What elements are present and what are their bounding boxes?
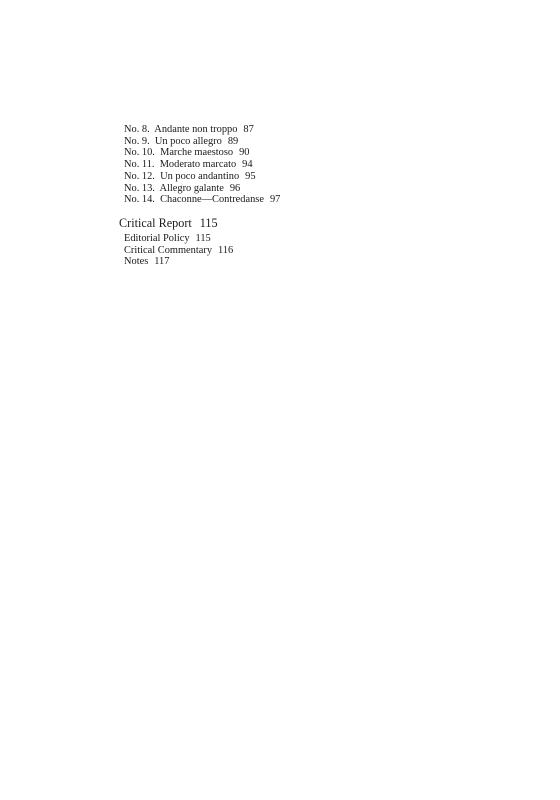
entry-page: 96 — [229, 182, 241, 194]
toc-entry — [124, 183, 280, 195]
entry-title: No. 14. Chaconne—Contredanse — [124, 194, 264, 206]
entry-page: 116 — [218, 244, 234, 256]
section-title: Critical Report — [119, 216, 192, 230]
toc-entry — [124, 245, 233, 257]
entry-title: No. 13. Allegro galante — [124, 182, 224, 194]
toc-entry — [124, 256, 233, 268]
toc-entry — [124, 147, 280, 159]
entry-title: No. 8. Andante non troppo — [124, 124, 238, 135]
entry-title: Critical Commentary — [124, 244, 213, 256]
entry-page: 87 — [243, 124, 254, 135]
entry-title: Editorial Policy — [124, 233, 190, 244]
toc-entry — [124, 136, 280, 148]
toc-entry — [124, 171, 280, 183]
entry-page: 115 — [195, 233, 211, 244]
entry-page: 97 — [269, 194, 281, 206]
entry-page: 117 — [154, 256, 170, 268]
entry-title: No. 9. Un poco allegro — [124, 135, 222, 147]
entry-page: 95 — [245, 170, 256, 182]
toc-entry — [124, 124, 280, 136]
subsection-list — [124, 233, 233, 268]
entry-page: 90 — [239, 147, 250, 159]
section-heading — [119, 216, 218, 231]
toc-entry — [124, 194, 280, 206]
entry-title: No. 10. Marche maestoso — [124, 147, 234, 159]
entry-title: No. 12. Un poco andantino — [124, 170, 240, 182]
toc-entry — [124, 159, 280, 171]
entry-page: 94 — [242, 159, 253, 171]
entry-title: No. 11. Moderato marcato — [124, 159, 237, 171]
section-page: 115 — [199, 216, 218, 230]
entry-page: 89 — [227, 135, 239, 147]
piece-list — [124, 124, 280, 206]
toc-entry — [124, 233, 233, 245]
entry-title: Notes — [124, 256, 149, 268]
